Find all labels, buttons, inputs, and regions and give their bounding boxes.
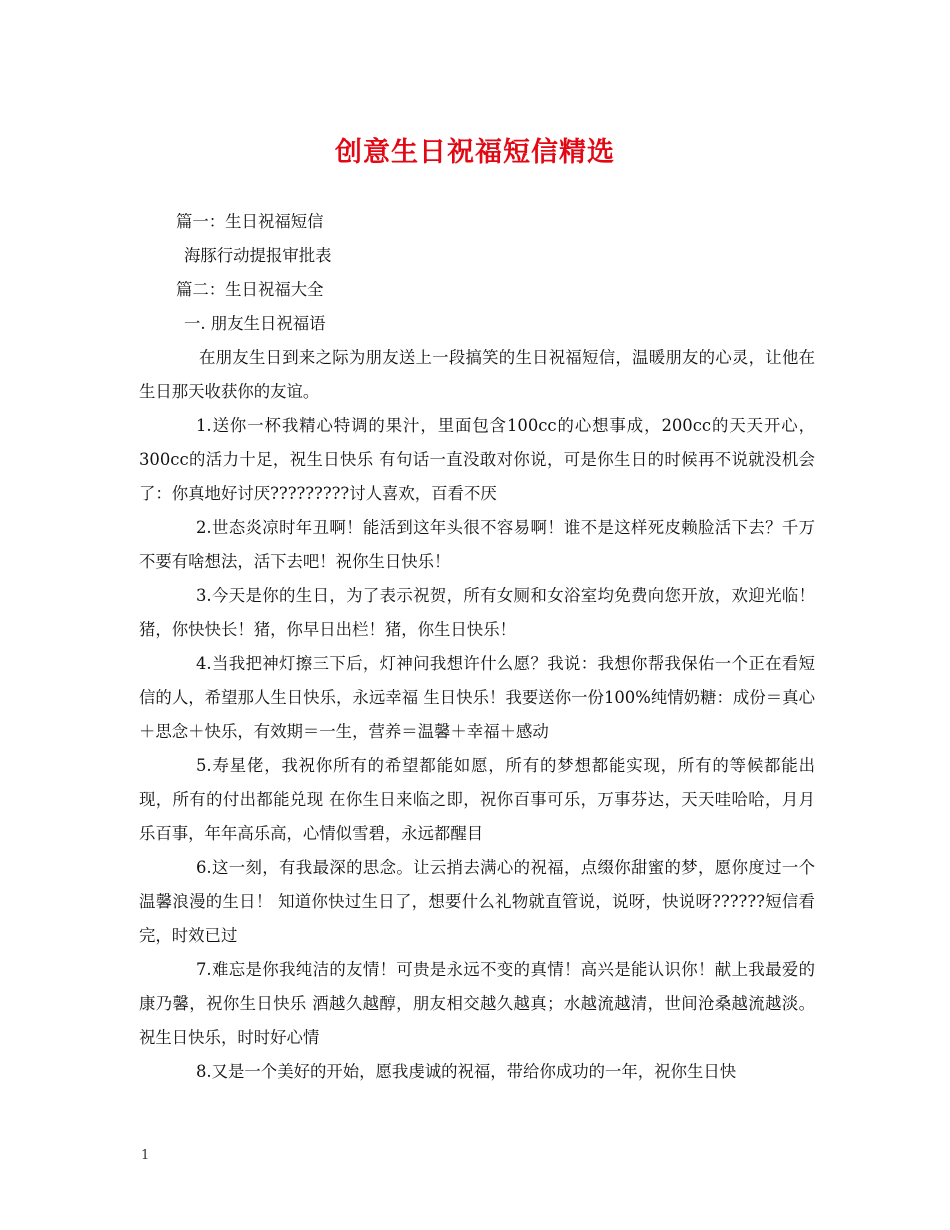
wish-paragraph-3: 3.今天是你的生日，为了表示祝贺，所有女厕和女浴室均免费向您开放，欢迎光临！ 猪，你快快长！猪，你早日出栏！猪，你生日快乐！ — [139, 586, 815, 639]
wish-paragraph-2: 2.世态炎凉时年丑啊！能活到这年头很不容易啊！谁不是这样死皮赖脸活下去？千万不要有啥想法，活下去吧！祝你生日快乐！ — [139, 518, 815, 571]
wish-paragraph-4: 4.当我把神灯擦三下后，灯神问我想许什么愿？我说：我想你帮我保佑一个正在看短信的人，希望那人生日快乐，永远幸福 生日快乐！我要送你一份100%纯情奶糖：成份＝真心＋思念＋快乐，有效期＝一生，营养＝温馨＋幸福＋感动 — [139, 654, 815, 741]
wish-paragraph-1: 1.送你一杯我精心特调的果汁，里面包含100cc的心想事成，200cc的天天开心，300cc的活力十足，祝生日快乐 有句话一直没敢对你说，可是你生日的时候再不说就没机会了：你真地好讨厌?????????讨人喜欢，百看不厌 — [139, 416, 815, 503]
section-subheading: 海豚行动提报审批表 — [184, 246, 332, 265]
page-number: 1 — [141, 1148, 150, 1163]
section-heading-2: 篇二：生日祝福大全 — [176, 280, 324, 299]
wish-paragraph-8: 8.又是一个美好的开始，愿我虔诚的祝福，带给你成功的一年，祝你生日快 — [196, 1062, 737, 1081]
intro-paragraph: 在朋友生日到来之际为朋友送上一段搞笑的生日祝福短信，温暖朋友的心灵，让他在生日那天收获你的友谊。 — [139, 348, 815, 401]
section-heading-1: 篇一：生日祝福短信 — [176, 212, 324, 231]
document-body — [139, 205, 815, 1089]
wish-paragraph-5: 5.寿星佬，我祝你所有的希望都能如愿，所有的梦想都能实现，所有的等候都能出现，所有的付出都能兑现 在你生日来临之即，祝你百事可乐，万事芬达，天天哇哈哈，月月乐百事，年年高乐高，心情似雪碧，永远都醒目 — [139, 756, 815, 843]
subsection-heading: 一. 朋友生日祝福语 — [184, 314, 326, 333]
document-title: 创意生日祝福短信精选 — [335, 137, 615, 168]
wish-paragraph-7: 7.难忘是你我纯洁的友情！可贵是永远不变的真情！高兴是能认识你！献上我最爱的康乃馨，祝你生日快乐 酒越久越醇，朋友相交越久越真；水越流越清，世间沧桑越流越淡。祝生日快乐，时时好心情 — [139, 960, 815, 1047]
wish-paragraph-6: 6.这一刻，有我最深的思念。让云捎去满心的祝福，点缀你甜蜜的梦，愿你度过一个温馨浪漫的生日！ 知道你快过生日了，想要什么礼物就直管说，说呀，快说呀??????短信看完，时效已过 — [139, 858, 815, 945]
